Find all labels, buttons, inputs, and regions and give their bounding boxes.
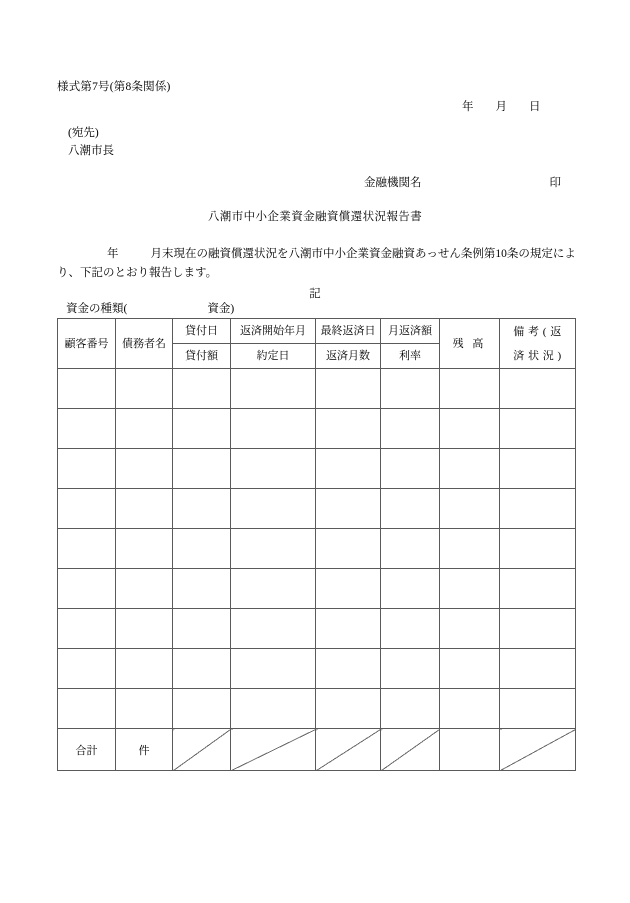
cell-customer-number[interactable] [58,529,116,569]
cell-monthly-repayment[interactable] [381,529,440,569]
cell-customer-number[interactable] [58,689,116,729]
cell-remarks[interactable] [500,449,576,489]
cell-remarks[interactable] [500,649,576,689]
fund-kind-line [66,300,234,316]
page-title: 八潮市中小企業資金融資償還状況報告書 [207,211,423,223]
date-month: 月 [495,101,507,113]
cell-customer-number[interactable] [58,409,116,449]
cell-final-repayment[interactable] [316,409,381,449]
header-monthly-repayment: 月返済額 [381,319,440,344]
cell-balance[interactable] [440,369,500,409]
cell-loan-date[interactable] [173,489,231,529]
cell-repayment-start[interactable] [231,649,316,689]
cell-loan-date[interactable] [173,369,231,409]
table-row[interactable] [58,409,576,449]
cell-repayment-start[interactable] [231,449,316,489]
table-row[interactable] [58,649,576,689]
total-remarks-struck [500,729,576,771]
cell-repayment-start[interactable] [231,689,316,729]
cell-monthly-repayment[interactable] [381,649,440,689]
cell-remarks[interactable] [500,689,576,729]
cell-final-repayment[interactable] [316,689,381,729]
cell-loan-date[interactable] [173,409,231,449]
body-paragraph [57,245,577,283]
cell-customer-number[interactable] [58,449,116,489]
cell-monthly-repayment[interactable] [381,689,440,729]
cell-final-repayment[interactable] [316,369,381,409]
header-agreed-date: 約定日 [231,344,316,369]
cell-customer-number[interactable] [58,609,116,649]
cell-balance[interactable] [440,529,500,569]
fund-kind-suffix: 資金) [207,303,235,315]
total-loan-date-struck [173,729,231,771]
cell-final-repayment[interactable] [316,529,381,569]
repayment-status-table [57,318,576,771]
cell-monthly-repayment[interactable] [381,409,440,449]
cell-monthly-repayment[interactable] [381,449,440,489]
table-row[interactable] [58,689,576,729]
cell-balance[interactable] [440,689,500,729]
total-monthly-repayment-struck [381,729,440,771]
cell-debtor-name[interactable] [116,489,173,529]
addressee-name: 八潮市長 [68,145,114,157]
addressee-label: (宛先) [68,127,99,139]
cell-final-repayment[interactable] [316,449,381,489]
header-debtor-name: 債務者名 [116,319,173,369]
cell-remarks[interactable] [500,369,576,409]
header-loan-amount: 貸付額 [173,344,231,369]
cell-debtor-name[interactable] [116,409,173,449]
table-row[interactable] [58,609,576,649]
cell-balance[interactable] [440,649,500,689]
ki-label: 記 [309,288,321,300]
cell-final-repayment[interactable] [316,569,381,609]
header-interest-rate: 利率 [381,344,440,369]
cell-customer-number[interactable] [58,569,116,609]
header-balance: 残 高 [440,319,500,369]
form-number: 様式第7号(第8条関係) [57,81,171,93]
cell-final-repayment[interactable] [316,609,381,649]
date-year: 年 [462,101,474,113]
header-remarks [500,319,576,369]
header-repayment-start: 返済開始年月 [231,319,316,344]
header-final-repayment-date: 最終返済日 [316,319,381,344]
cell-customer-number[interactable] [58,649,116,689]
total-label: 合計 [58,729,116,771]
cell-final-repayment[interactable] [316,649,381,689]
cell-remarks[interactable] [500,529,576,569]
cell-balance[interactable] [440,609,500,649]
cell-repayment-start[interactable] [231,489,316,529]
cell-loan-date[interactable] [173,569,231,609]
header-loan-date: 貸付日 [173,319,231,344]
table-row[interactable] [58,449,576,489]
table-row[interactable] [58,569,576,609]
cell-debtor-name[interactable] [116,649,173,689]
cell-debtor-name[interactable] [116,689,173,729]
cell-loan-date[interactable] [173,529,231,569]
header-repayment-months: 返済月数 [316,344,381,369]
table-total-row [58,729,576,771]
cell-remarks[interactable] [500,409,576,449]
header-remarks-line2: 済 状 況 ) [513,349,562,362]
table-row[interactable] [58,529,576,569]
cell-debtor-name[interactable] [116,609,173,649]
cell-repayment-start[interactable] [231,409,316,449]
cell-debtor-name[interactable] [116,569,173,609]
cell-monthly-repayment[interactable] [381,489,440,529]
cell-loan-date[interactable] [173,449,231,489]
table-row[interactable] [58,369,576,409]
cell-customer-number[interactable] [58,489,116,529]
body-year-placeholder: 年 [107,248,119,260]
cell-final-repayment[interactable] [316,489,381,529]
cell-repayment-start[interactable] [231,569,316,609]
date-day: 日 [529,101,541,113]
cell-remarks[interactable] [500,609,576,649]
institution-label: 金融機関名 [364,177,422,189]
cell-debtor-name[interactable] [116,529,173,569]
seal-label: 印 [549,177,561,189]
institution-line [364,174,561,190]
cell-monthly-repayment[interactable] [381,369,440,409]
total-balance[interactable] [440,729,500,771]
cell-balance[interactable] [440,489,500,529]
cell-repayment-start[interactable] [231,609,316,649]
date-line [462,98,541,114]
total-final-repayment-struck [316,729,381,771]
total-repayment-start-struck [231,729,316,771]
cell-balance[interactable] [440,409,500,449]
cell-debtor-name[interactable] [116,369,173,409]
table-row[interactable] [58,489,576,529]
cell-repayment-start[interactable] [231,369,316,409]
table-header-row-top [58,319,576,344]
cell-debtor-name[interactable] [116,449,173,489]
cell-repayment-start[interactable] [231,529,316,569]
cell-loan-date[interactable] [173,609,231,649]
fund-kind-prefix: 資金の種類( [66,303,128,315]
cell-monthly-repayment[interactable] [381,569,440,609]
cell-remarks[interactable] [500,569,576,609]
cell-monthly-repayment[interactable] [381,609,440,649]
total-count-unit: 件 [116,729,173,771]
cell-loan-date[interactable] [173,689,231,729]
header-remarks-line1: 備 考 ( 返 [513,325,562,338]
cell-remarks[interactable] [500,489,576,529]
cell-loan-date[interactable] [173,649,231,689]
cell-balance[interactable] [440,569,500,609]
cell-customer-number[interactable] [58,369,116,409]
body-text: 月末現在の融資償還状況を八潮市中小企業資金融資あっせん条例第10条の規定により、下記のとおり報告します。 [57,248,576,279]
cell-balance[interactable] [440,449,500,489]
header-customer-number: 顧客番号 [58,319,116,369]
